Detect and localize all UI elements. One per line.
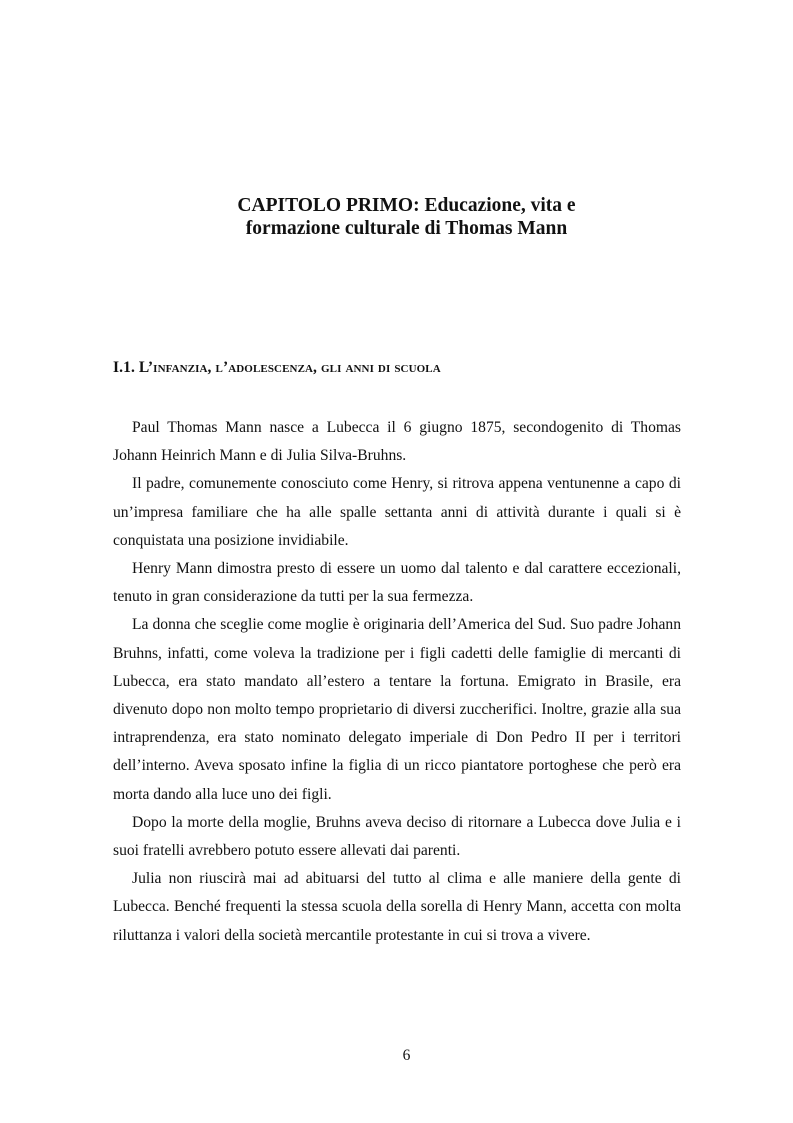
paragraph: La donna che sceglie come moglie è originaria dell’America del Sud. Suo padre Johann Bruhns, infatti, come voleva la tradizione per i figli cadetti delle famiglie di mercanti di Lubecca, era stato mandato all’estero a tentare la fortuna. Emigrato in Brasile, era divenuto dopo non molto tempo proprietario di diversi zuccherifici. Inoltre, grazie alla sua intraprendenza, era stato nominato delegato imperiale di Don Pedro II per i territori dell’interno. Aveva sposato infine la figlia di un ricco piantatore portoghese che però era morta dando alla luce uno dei figli. [113,616,681,803]
paragraph: Dopo la morte della moglie, Bruhns aveva deciso di ritornare a Lubecca dove Julia e i suoi fratelli avrebbero potuto essere allevati dai parenti. [113,813,681,860]
page-number: 6 [402,1047,411,1064]
paragraph: Il padre, comunemente conosciuto come Henry, si ritrova appena ventunenne a capo di un’impresa familiare che ha alle spalle settanta anni di attività durante i quali si è conquistata una posizione invidiabile. [113,475,681,549]
paragraph: Paul Thomas Mann nasce a Lubecca il 6 giugno 1875, secondogenito di Thomas Johann Heinrich Mann e di Julia Silva-Bruhns. [113,419,681,465]
chapter-title-line-2: formazione culturale di Thomas Mann [245,218,568,239]
section-heading: I.1. L’infanzia, l’adolescenza, gli anni di scuola [113,359,441,376]
body-text [113,414,681,950]
chapter-title [0,194,793,240]
chapter-title-line-1: CAPITOLO PRIMO: Educazione, vita e [237,195,576,216]
paragraph: Julia non riuscirà mai ad abituarsi del tutto al clima e alle maniere della gente di Lubecca. Benché frequenti la stessa scuola della sorella di Henry Mann, accetta con molta riluttanza i valori della società mercantile protestante in cui si trova a vivere. [113,870,681,944]
paragraph: Henry Mann dimostra presto di essere un uomo dal talento e dal carattere eccezionali, tenuto in gran considerazione da tutti per la sua fermezza. [113,560,681,606]
